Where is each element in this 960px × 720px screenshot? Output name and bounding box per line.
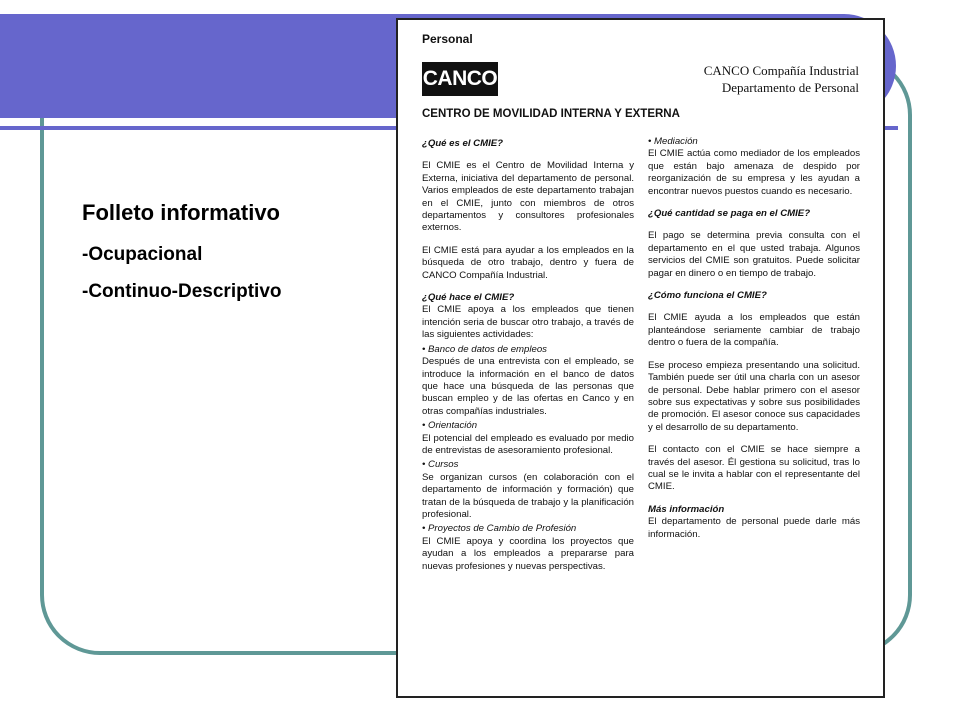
paragraph: Se organizan cursos (en colaboración con el departamento de información y formación) que tratan de la búsqueda de trabajo y la planificación profesional. [422, 471, 634, 520]
company-name: CANCO Compañía Industrial [703, 63, 859, 78]
heading-que-hace: ¿Qué hace el CMIE? [422, 292, 515, 304]
brochure-document [396, 18, 885, 698]
subheading-proyectos: • Proyectos de Cambio de Profesión [422, 523, 577, 535]
canco-logo: CANCO [422, 62, 498, 96]
heading-cantidad: ¿Qué cantidad se paga en el CMIE? [648, 208, 811, 220]
slide-title: Folleto informativo [82, 200, 280, 225]
slide-content [82, 200, 282, 318]
heading-como-funciona: ¿Cómo funciona el CMIE? [648, 290, 767, 302]
paragraph: El CMIE apoya a los empleados que tienen intención seria de buscar otro trabajo, a través de las siguientes actividades: [422, 304, 634, 341]
company-department: Departamento de Personal [721, 80, 859, 95]
paragraph: El CMIE está para ayudar a los empleados en la búsqueda de otro trabajo, dentro y fuera de CANCO Compañía Industrial. [422, 244, 634, 281]
paragraph: El CMIE ayuda a los empleados que están planteándose seriamente cambiar de trabajo dentro o fuera de la compañía. [648, 312, 860, 349]
paragraph: El CMIE actúa como mediador de los empleados que están bajo amenaza de despido por reorganización de su empresa y les ayudan a encontrar nuevos puestos cuando es necesario. [648, 148, 860, 197]
paragraph: Ese proceso empieza presentando una solicitud. También puede ser útil una charla con un asesor de personal. Debe hablar primero con el asesor sobre sus expectativas y sobre sus posibilidades de promoción. El asesor conoce sus capacidades y el desarrollo de su departamento. [648, 359, 860, 433]
slide-bullet-continuo: -Continuo-Descriptivo [82, 281, 282, 302]
subheading-orientacion: • Orientación [422, 420, 478, 432]
subheading-mediacion: • Mediación [648, 136, 698, 147]
doc-column-right [648, 136, 860, 551]
paragraph: El CMIE es el Centro de Movilidad Interna y Externa, iniciativa del departamento de personal. Varios empleados de este departamento trabajan en el CMIE, junto con miembros de otros departamentos y consultores profesionales externos. [422, 160, 634, 234]
paragraph: El potencial del empleado es evaluado por medio de entrevistas de asesoramiento profesional. [422, 432, 634, 456]
doc-column-left [422, 136, 634, 575]
doc-section-header: Personal [422, 32, 473, 46]
paragraph: El CMIE apoya y coordina los proyectos que ayudan a los empleados a prepararse para nuevas profesiones y nuevas perspectivas. [422, 535, 634, 572]
subheading-banco-datos: • Banco de datos de empleos [422, 343, 547, 355]
paragraph: El pago se determina previa consulta con el departamento en el que usted trabaja. Algunos servicios del CMIE son gratuitos. Puede solicitar pagar en dinero o en tiempo de trabajo. [648, 230, 860, 279]
paragraph: El departamento de personal puede darle más información. [648, 516, 860, 540]
subheading-cursos: • Cursos [422, 459, 459, 471]
paragraph: El contacto con el CMIE se hace siempre a través del asesor. Él gestiona su solicitud, tras lo cual se le invita a hablar con el representante del CMIE. [648, 444, 860, 493]
heading-mas-informacion: Más información [648, 503, 725, 515]
heading-que-es: ¿Qué es el CMIE? [422, 138, 504, 149]
doc-title: CENTRO DE MOVILIDAD INTERNA Y EXTERNA [422, 108, 680, 120]
slide-bullet-ocupacional: -Ocupacional [82, 244, 203, 265]
company-block [704, 62, 859, 96]
paragraph: Después de una entrevista con el empleado, se introduce la información en el banco de datos que hace una búsqueda de las personas que buscan empleo y de las ofertas en Canco y en otras compañías industriales. [422, 356, 634, 417]
